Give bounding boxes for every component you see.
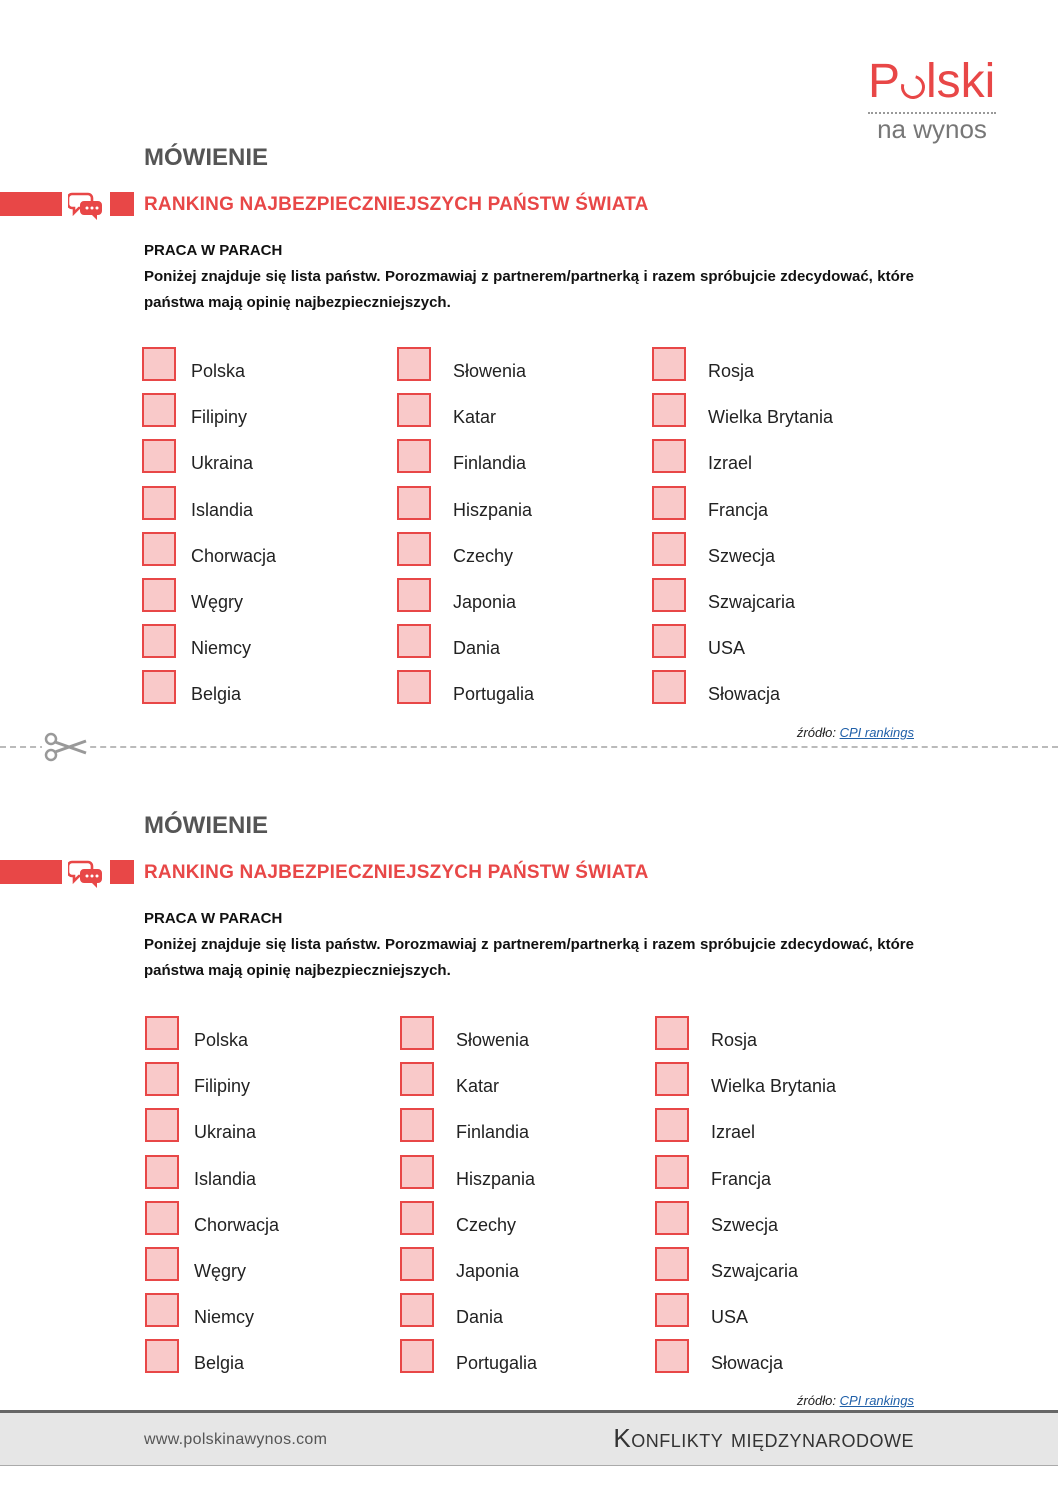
checklist-item[interactable]	[652, 670, 902, 716]
checklist-column	[400, 1016, 650, 1386]
footer-title: Konflikty międzynarodowe	[613, 1423, 914, 1453]
checklist-item[interactable]	[652, 347, 902, 393]
source-label: źródło:	[796, 725, 836, 740]
checkbox[interactable]	[655, 1339, 689, 1373]
country-label: Francja	[708, 499, 769, 520]
checkbox[interactable]	[145, 1247, 179, 1281]
checkbox[interactable]	[652, 439, 686, 473]
speech-bubbles-icon	[68, 190, 104, 220]
source-link[interactable]: CPI rankings	[839, 725, 914, 740]
logo	[868, 55, 1000, 144]
checkbox[interactable]	[142, 393, 176, 427]
country-label: Islandia	[191, 499, 254, 520]
checklist-item[interactable]	[397, 347, 647, 393]
checklist-item[interactable]	[655, 1155, 905, 1201]
checkbox[interactable]	[400, 1108, 434, 1142]
country-label: Niemcy	[194, 1307, 255, 1328]
checkbox[interactable]	[652, 578, 686, 612]
checklist-item[interactable]	[142, 578, 392, 624]
checklist-item[interactable]	[142, 393, 392, 439]
country-label: Japonia	[453, 591, 517, 612]
checkbox[interactable]	[652, 624, 686, 658]
country-label: Dania	[456, 1307, 504, 1328]
checklist-item[interactable]	[142, 486, 392, 532]
section-subheading: RANKING NAJBEZPIECZNIEJSZYCH PAŃSTW ŚWIATA	[144, 862, 649, 883]
country-label: Chorwacja	[191, 545, 277, 566]
checkbox[interactable]	[145, 1108, 179, 1142]
checklist-column	[142, 347, 392, 717]
source-note	[700, 1393, 914, 1408]
checkbox[interactable]	[400, 1339, 434, 1373]
checklist-item[interactable]	[652, 578, 902, 624]
checklist-item[interactable]	[400, 1108, 650, 1154]
country-label: Katar	[456, 1076, 500, 1097]
checklist-item[interactable]	[652, 486, 902, 532]
checkbox[interactable]	[142, 486, 176, 520]
checkbox[interactable]	[145, 1201, 179, 1235]
task-title: PRACA W PARACH	[144, 242, 283, 259]
checklist-item[interactable]	[400, 1339, 650, 1385]
country-label: Dania	[453, 638, 501, 659]
scissors-icon	[42, 731, 88, 763]
accent-square	[110, 860, 134, 884]
checkbox[interactable]	[397, 624, 431, 658]
checkbox[interactable]	[400, 1062, 434, 1096]
checklist-item[interactable]	[652, 624, 902, 670]
checklist-item[interactable]	[655, 1108, 905, 1154]
checklist-item[interactable]	[655, 1247, 905, 1293]
checklist-item[interactable]	[400, 1293, 650, 1339]
task-title: PRACA W PARACH	[144, 910, 283, 927]
checkbox[interactable]	[142, 624, 176, 658]
checkbox[interactable]	[397, 670, 431, 704]
checkbox[interactable]	[655, 1293, 689, 1327]
checkbox[interactable]	[400, 1247, 434, 1281]
footer-url[interactable]: www.polskinawynos.com	[144, 1431, 328, 1448]
checklist-item[interactable]	[400, 1247, 650, 1293]
checkbox[interactable]	[397, 439, 431, 473]
checklist-item[interactable]	[397, 578, 647, 624]
country-label: Szwajcaria	[711, 1260, 799, 1281]
speech-bubbles-icon	[68, 858, 104, 888]
country-label: Węgry	[194, 1260, 247, 1281]
country-label: Polska	[191, 361, 246, 381]
country-checklist	[142, 347, 942, 715]
checklist-item[interactable]	[652, 393, 902, 439]
logo-subtitle: na wynos	[877, 114, 987, 144]
checklist-column	[145, 1016, 395, 1386]
country-label: USA	[708, 638, 746, 659]
checkbox[interactable]	[397, 532, 431, 566]
checkbox[interactable]	[652, 393, 686, 427]
checklist-item[interactable]	[145, 1339, 395, 1385]
country-label: Słowenia	[456, 1030, 530, 1050]
country-label: Francja	[711, 1168, 772, 1189]
checklist-item[interactable]	[145, 1293, 395, 1339]
country-label: Ukraina	[194, 1122, 257, 1143]
country-label: Hiszpania	[453, 499, 533, 520]
country-checklist	[145, 1016, 945, 1384]
country-label: Polska	[194, 1030, 249, 1050]
checklist-item[interactable]	[400, 1016, 650, 1062]
checkbox[interactable]	[655, 1247, 689, 1281]
checklist-item[interactable]	[400, 1155, 650, 1201]
country-label: Rosja	[711, 1030, 758, 1050]
checklist-item[interactable]	[655, 1339, 905, 1385]
checklist-item[interactable]	[400, 1201, 650, 1247]
source-link[interactable]: CPI rankings	[839, 1393, 914, 1408]
country-label: Belgia	[194, 1353, 245, 1374]
task-description: Poniżej znajduje się lista państw. Porozmawiaj z partnerem/partnerką i razem spróbujcie zdecydować, które państwa mają opinię najbezpieczniejszych.	[144, 268, 914, 311]
checkbox[interactable]	[400, 1293, 434, 1327]
checklist-item[interactable]	[400, 1062, 650, 1108]
checklist-item[interactable]	[142, 532, 392, 578]
checkbox[interactable]	[655, 1201, 689, 1235]
country-label: Słowacja	[711, 1353, 784, 1374]
checklist-item[interactable]	[142, 670, 392, 716]
country-label: Ukraina	[191, 453, 254, 474]
checklist-item[interactable]	[145, 1016, 395, 1062]
checkbox[interactable]	[655, 1062, 689, 1096]
checklist-item[interactable]	[655, 1293, 905, 1339]
checklist-column	[397, 347, 647, 717]
country-label: Chorwacja	[194, 1214, 280, 1235]
checkbox[interactable]	[142, 578, 176, 612]
country-label: Szwecja	[708, 545, 776, 566]
checkbox[interactable]	[142, 532, 176, 566]
country-label: Islandia	[194, 1168, 257, 1189]
section-heading: MÓWIENIE	[144, 144, 268, 171]
country-label: Słowenia	[453, 361, 527, 381]
checklist-item[interactable]	[145, 1108, 395, 1154]
checkbox[interactable]	[400, 1201, 434, 1235]
checkbox[interactable]	[397, 578, 431, 612]
checkbox[interactable]	[397, 347, 431, 381]
checkbox[interactable]	[145, 1016, 179, 1050]
country-label: Wielka Brytania	[708, 407, 834, 428]
country-label: Filipiny	[194, 1076, 251, 1097]
checklist-item[interactable]	[652, 532, 902, 578]
checkbox[interactable]	[652, 486, 686, 520]
accent-bar	[0, 860, 62, 884]
checkbox[interactable]	[397, 486, 431, 520]
checklist-item[interactable]	[145, 1155, 395, 1201]
checklist-item[interactable]	[397, 486, 647, 532]
section-subheading: RANKING NAJBEZPIECZNIEJSZYCH PAŃSTW ŚWIATA	[144, 194, 649, 215]
checkbox[interactable]	[145, 1339, 179, 1373]
checklist-column	[652, 347, 902, 717]
country-label: Portugalia	[456, 1353, 538, 1374]
country-label: Katar	[453, 407, 497, 428]
country-label: Czechy	[456, 1214, 517, 1235]
page-footer	[0, 1410, 1058, 1466]
country-label: Wielka Brytania	[711, 1076, 837, 1097]
checkbox[interactable]	[142, 439, 176, 473]
checklist-item[interactable]	[397, 532, 647, 578]
checkbox[interactable]	[145, 1062, 179, 1096]
checklist-item[interactable]	[145, 1247, 395, 1293]
accent-bar	[0, 192, 62, 216]
checkbox[interactable]	[400, 1155, 434, 1189]
country-label: Japonia	[456, 1260, 520, 1281]
country-label: Rosja	[708, 361, 755, 381]
country-label: Izrael	[708, 453, 753, 474]
checkbox[interactable]	[652, 532, 686, 566]
checklist-item[interactable]	[652, 439, 902, 485]
checklist-item[interactable]	[142, 439, 392, 485]
logo-title	[868, 55, 1000, 108]
checkbox[interactable]	[655, 1155, 689, 1189]
country-label: Izrael	[711, 1122, 756, 1143]
accent-square	[110, 192, 134, 216]
country-label: Portugalia	[453, 684, 535, 705]
checkbox[interactable]	[145, 1293, 179, 1327]
source-note	[700, 725, 914, 740]
task-description: Poniżej znajduje się lista państw. Porozmawiaj z partnerem/partnerką i razem spróbujcie zdecydować, które państwa mają opinię najbezpieczniejszych.	[144, 936, 914, 979]
checkbox[interactable]	[400, 1016, 434, 1050]
checklist-item[interactable]	[145, 1201, 395, 1247]
checklist-item[interactable]	[655, 1062, 905, 1108]
logo-title-end: lski	[926, 55, 996, 108]
country-label: Szwecja	[711, 1214, 779, 1235]
country-label: Hiszpania	[456, 1168, 536, 1189]
checklist-item[interactable]	[142, 624, 392, 670]
country-label: Finlandia	[453, 453, 527, 474]
checklist-item[interactable]	[655, 1016, 905, 1062]
checklist-item[interactable]	[397, 439, 647, 485]
source-label: źródło:	[796, 1393, 836, 1408]
country-label: USA	[711, 1307, 749, 1328]
checklist-item[interactable]	[142, 347, 392, 393]
country-label: Czechy	[453, 545, 514, 566]
checkbox[interactable]	[655, 1108, 689, 1142]
cut-line	[0, 746, 1058, 748]
country-label: Węgry	[191, 591, 244, 612]
checkbox[interactable]	[142, 670, 176, 704]
checklist-item[interactable]	[397, 624, 647, 670]
logo-o-mark-icon	[897, 71, 930, 104]
checklist-item[interactable]	[655, 1201, 905, 1247]
checklist-item[interactable]	[145, 1062, 395, 1108]
checkbox[interactable]	[397, 393, 431, 427]
country-label: Finlandia	[456, 1122, 530, 1143]
section-heading: MÓWIENIE	[144, 812, 268, 839]
checkbox[interactable]	[652, 347, 686, 381]
checkbox[interactable]	[142, 347, 176, 381]
country-label: Szwajcaria	[708, 591, 796, 612]
country-label: Słowacja	[708, 684, 781, 705]
checkbox[interactable]	[145, 1155, 179, 1189]
logo-title-start: P	[868, 55, 901, 108]
checklist-item[interactable]	[397, 670, 647, 716]
country-label: Niemcy	[191, 638, 252, 659]
checklist-item[interactable]	[397, 393, 647, 439]
checkbox[interactable]	[652, 670, 686, 704]
checklist-column	[655, 1016, 905, 1386]
country-label: Filipiny	[191, 407, 248, 428]
checkbox[interactable]	[655, 1016, 689, 1050]
country-label: Belgia	[191, 684, 242, 705]
